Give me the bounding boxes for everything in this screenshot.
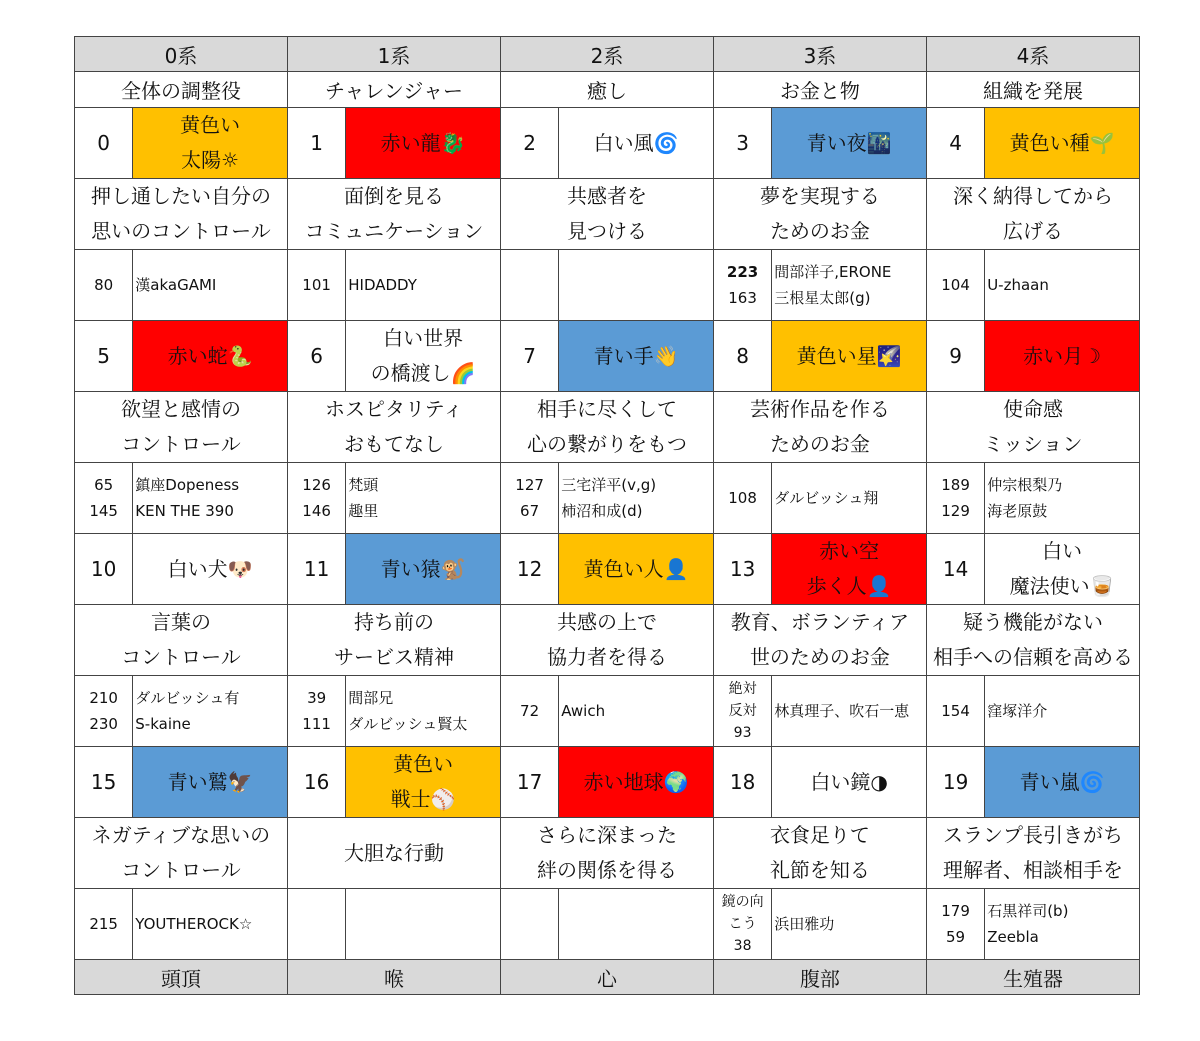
seal-description xyxy=(75,605,288,676)
seal-name xyxy=(133,534,288,605)
seal-name-line: 黄色い種🌱 xyxy=(1009,130,1115,155)
seal-description xyxy=(287,818,500,889)
description-line: さらに深まった xyxy=(536,823,677,847)
seal-description xyxy=(287,179,500,250)
seal-name-line: 太陽☼ xyxy=(181,148,240,172)
description-line: 教育、ボランティア xyxy=(730,610,910,634)
person-name: S-kaine xyxy=(135,715,191,733)
description-line: 相手への信頼を高める xyxy=(932,645,1133,669)
seal-description xyxy=(926,392,1139,463)
person-kin-numbers xyxy=(500,889,558,960)
description-line: ためのお金 xyxy=(769,432,870,456)
person-kin-numbers xyxy=(287,463,345,534)
seal-number: 19 xyxy=(926,747,984,818)
person-name: 浜田雅功 xyxy=(774,915,835,933)
kin-number: 反対 xyxy=(728,703,757,719)
person-names xyxy=(985,463,1140,534)
person-name: U-zhaan xyxy=(987,276,1049,294)
seal-name-line: 青い夜🌃 xyxy=(806,130,892,155)
description-line: 共感者を xyxy=(566,184,647,208)
seal-name xyxy=(985,534,1140,605)
person-kin-numbers xyxy=(287,676,345,747)
seal-number: 17 xyxy=(500,747,558,818)
person-names xyxy=(133,889,288,960)
seal-name xyxy=(133,747,288,818)
seal-name-line: 戦士⚾ xyxy=(390,787,456,811)
group-theme: お金と物 xyxy=(713,72,926,108)
seal-name-line: 青い手👋 xyxy=(593,343,679,368)
seal-description xyxy=(287,392,500,463)
seal-description xyxy=(500,392,713,463)
person-name: 仲宗根梨乃 xyxy=(987,476,1063,494)
person-name: 石黒祥司(b) xyxy=(987,902,1069,920)
description-line: 思いのコントロール xyxy=(91,219,271,243)
seal-number: 9 xyxy=(926,321,984,392)
body-part-footer: 生殖器 xyxy=(926,960,1139,995)
person-names xyxy=(985,676,1140,747)
seal-name xyxy=(559,321,714,392)
kin-number: 80 xyxy=(94,276,114,294)
kin-seal-table xyxy=(74,36,1140,995)
person-name: 間部洋子,ERONE xyxy=(774,263,892,281)
body-part-footer: 腹部 xyxy=(713,960,926,995)
description-line: 衣食足りて xyxy=(769,823,870,847)
group-theme: 全体の調整役 xyxy=(75,72,288,108)
seal-description xyxy=(287,605,500,676)
kin-number: 38 xyxy=(733,938,752,954)
seal-name-line: 白い鏡◑ xyxy=(810,769,888,794)
kin-number: 146 xyxy=(302,502,331,520)
column-header: 2系 xyxy=(500,37,713,72)
seal-name-line: の橋渡し🌈 xyxy=(370,361,476,385)
seal-name xyxy=(346,534,501,605)
kin-number: 93 xyxy=(733,725,752,741)
seal-description xyxy=(926,179,1139,250)
person-names xyxy=(559,676,714,747)
description-line: 心の繋がりをもつ xyxy=(526,432,687,456)
person-kin-numbers xyxy=(926,889,984,960)
seal-name-line: 赤い空 xyxy=(819,539,880,563)
description-line: 見つける xyxy=(566,219,647,243)
seal-number: 12 xyxy=(500,534,558,605)
kin-number: 179 xyxy=(941,902,970,920)
person-names xyxy=(133,250,288,321)
person-names xyxy=(772,676,927,747)
description-line: コントロール xyxy=(121,645,241,669)
seal-name-line: 魔法使い🥃 xyxy=(1009,574,1115,598)
seal-description xyxy=(713,392,926,463)
description-line: 言葉の xyxy=(150,610,211,634)
kin-number: 111 xyxy=(302,715,331,733)
description-line: 理解者、相談相手を xyxy=(942,858,1123,882)
person-name: 鎮座Dopeness xyxy=(135,476,240,494)
person-names xyxy=(133,676,288,747)
seal-name xyxy=(133,321,288,392)
seal-name-line: 黄色い人👤 xyxy=(583,556,689,581)
group-theme: 組織を発展 xyxy=(926,72,1139,108)
seal-description xyxy=(713,818,926,889)
seal-name xyxy=(985,747,1140,818)
person-kin-numbers xyxy=(500,676,558,747)
person-names xyxy=(133,463,288,534)
kin-number: 104 xyxy=(941,276,970,294)
person-name: 間部兄 xyxy=(348,689,394,707)
kin-number: 129 xyxy=(941,502,970,520)
person-kin-numbers xyxy=(500,463,558,534)
person-kin-numbers xyxy=(713,889,771,960)
seal-number: 8 xyxy=(713,321,771,392)
seal-name-line: 黄色い xyxy=(180,113,241,137)
body-part-footer: 心 xyxy=(500,960,713,995)
seal-number: 15 xyxy=(75,747,133,818)
kin-number: 67 xyxy=(520,502,540,520)
person-name: 三根星太郎(g) xyxy=(774,289,871,307)
kin-number: こう xyxy=(728,916,757,932)
person-names xyxy=(985,889,1140,960)
person-name: 梵頭 xyxy=(348,476,379,494)
kin-number: 101 xyxy=(302,276,331,294)
seal-description xyxy=(713,179,926,250)
person-kin-numbers xyxy=(500,250,558,321)
column-header: 3系 xyxy=(713,37,926,72)
seal-number: 1 xyxy=(287,108,345,179)
person-names xyxy=(346,463,501,534)
seal-name xyxy=(559,747,714,818)
person-names xyxy=(772,463,927,534)
seal-name-line: 白い xyxy=(1042,539,1083,563)
description-line: ホスピタリティ xyxy=(324,397,463,421)
description-line: 持ち前の xyxy=(353,610,434,634)
description-line: コントロール xyxy=(121,858,241,882)
description-line: 協力者を得る xyxy=(546,645,667,669)
description-line: 面倒を見る xyxy=(343,184,444,208)
seal-number: 4 xyxy=(926,108,984,179)
description-line: 絆の関係を得る xyxy=(536,858,677,882)
person-kin-numbers xyxy=(713,463,771,534)
seal-number: 0 xyxy=(75,108,133,179)
description-line: 共感の上で xyxy=(556,610,657,634)
seal-name-line: 歩く人👤 xyxy=(806,574,892,598)
seal-description xyxy=(75,818,288,889)
seal-name-line: 白い犬🐶 xyxy=(167,556,253,581)
person-kin-numbers xyxy=(75,889,133,960)
description-line: ためのお金 xyxy=(769,219,870,243)
person-kin-numbers xyxy=(75,676,133,747)
seal-name-line: 白い世界 xyxy=(383,326,464,350)
seal-description xyxy=(500,179,713,250)
seal-number: 2 xyxy=(500,108,558,179)
description-line: 広げる xyxy=(1002,219,1063,243)
seal-name xyxy=(772,534,927,605)
person-name: KEN THE 390 xyxy=(135,502,234,520)
person-name: 三宅洋平(v,g) xyxy=(561,476,657,494)
seal-name-line: 赤い蛇🐍 xyxy=(167,343,253,368)
person-kin-numbers xyxy=(287,889,345,960)
body-part-footer: 頭頂 xyxy=(75,960,288,995)
seal-number: 7 xyxy=(500,321,558,392)
column-header: 4系 xyxy=(926,37,1139,72)
seal-number: 6 xyxy=(287,321,345,392)
person-name: 趣里 xyxy=(348,502,379,520)
kin-number: 絶対 xyxy=(728,681,757,697)
seal-name xyxy=(772,747,927,818)
person-name: Awich xyxy=(561,702,606,720)
person-name: YOUTHEROCK☆ xyxy=(135,915,253,933)
kin-number: 215 xyxy=(89,915,118,933)
description-line: 深く納得してから xyxy=(952,184,1113,208)
person-kin-numbers xyxy=(926,463,984,534)
seal-name xyxy=(559,108,714,179)
person-name: HIDADDY xyxy=(348,276,417,294)
seal-name-line: 赤い龍🐉 xyxy=(380,130,466,155)
kin-number: 145 xyxy=(89,502,118,520)
description-line: 欲望と感情の xyxy=(120,397,241,421)
person-names xyxy=(346,250,501,321)
description-line: コミュニケーション xyxy=(304,219,484,243)
seal-name xyxy=(346,108,501,179)
description-line: コントロール xyxy=(121,432,241,456)
person-name: 窪塚洋介 xyxy=(987,702,1048,720)
description-line: 使命感 xyxy=(1002,397,1063,421)
seal-description xyxy=(500,605,713,676)
description-line: 押し通したい自分の xyxy=(90,184,271,208)
description-line: サービス精神 xyxy=(333,645,454,669)
seal-number: 18 xyxy=(713,747,771,818)
seal-description xyxy=(75,179,288,250)
kin-number: 59 xyxy=(946,928,966,946)
seal-name-line: 黄色い星🌠 xyxy=(796,343,902,368)
person-names xyxy=(985,250,1140,321)
description-line: ネガティブな思いの xyxy=(91,823,271,847)
description-line: ミッション xyxy=(983,432,1083,456)
seal-name xyxy=(772,108,927,179)
person-kin-numbers xyxy=(75,463,133,534)
seal-description xyxy=(926,605,1139,676)
person-name: ダルビッシュ翔 xyxy=(774,489,879,507)
seal-number: 5 xyxy=(75,321,133,392)
seal-name-line: 青い猿🐒 xyxy=(380,556,466,581)
person-kin-numbers xyxy=(926,250,984,321)
description-line: 礼節を知る xyxy=(769,858,870,882)
seal-description xyxy=(713,605,926,676)
person-names xyxy=(559,250,714,321)
seal-description xyxy=(926,818,1139,889)
seal-name xyxy=(346,321,501,392)
person-name: 柿沼和成(d) xyxy=(561,502,643,520)
person-names xyxy=(772,889,927,960)
kin-number: 210 xyxy=(89,689,118,707)
kin-number: 65 xyxy=(94,476,114,494)
person-kin-numbers xyxy=(713,250,771,321)
description-line: 大胆な行動 xyxy=(343,840,444,865)
person-kin-numbers xyxy=(713,676,771,747)
person-name: 林真理子、吹石一恵 xyxy=(774,702,910,720)
kin-number: 163 xyxy=(728,289,757,307)
seal-description xyxy=(500,818,713,889)
kin-number: 154 xyxy=(941,702,970,720)
group-theme: 癒し xyxy=(500,72,713,108)
description-line: おもてなし xyxy=(343,432,444,456)
seal-name-line: 青い嵐🌀 xyxy=(1019,769,1105,794)
seal-number: 16 xyxy=(287,747,345,818)
person-name: ダルビッシュ賢太 xyxy=(348,715,468,733)
person-name: ダルビッシュ有 xyxy=(135,689,240,707)
seal-name xyxy=(985,108,1140,179)
column-header: 0系 xyxy=(75,37,288,72)
body-part-footer: 喉 xyxy=(287,960,500,995)
kin-number: 72 xyxy=(520,702,540,720)
kin-number: 230 xyxy=(89,715,118,733)
person-name: 漢akaGAMI xyxy=(135,276,217,294)
seal-name-line: 白い風🌀 xyxy=(593,130,679,155)
person-kin-numbers xyxy=(75,250,133,321)
description-line: 疑う機能がない xyxy=(962,610,1103,634)
person-name: Zeebla xyxy=(987,928,1039,946)
person-names xyxy=(559,889,714,960)
group-theme: チャレンジャー xyxy=(287,72,500,108)
kin-number: 鏡の向 xyxy=(721,894,764,910)
seal-name xyxy=(985,321,1140,392)
kin-number: 108 xyxy=(728,489,757,507)
kin-number: 126 xyxy=(302,476,331,494)
person-names xyxy=(559,463,714,534)
seal-name-line: 青い鷲🦅 xyxy=(167,769,253,794)
kin-number: 39 xyxy=(307,689,327,707)
description-line: スランプ長引きがち xyxy=(942,823,1123,847)
person-name: 海老原鼓 xyxy=(987,502,1048,520)
description-line: 世のためのお金 xyxy=(749,645,890,669)
description-line: 相手に尽くして xyxy=(536,397,677,421)
column-header: 1系 xyxy=(287,37,500,72)
seal-name-line: 赤い月☽ xyxy=(1023,343,1102,368)
seal-number: 3 xyxy=(713,108,771,179)
seal-name xyxy=(346,747,501,818)
seal-name xyxy=(772,321,927,392)
seal-name xyxy=(559,534,714,605)
seal-number: 14 xyxy=(926,534,984,605)
kin-number: 127 xyxy=(515,476,544,494)
description-line: 芸術作品を作る xyxy=(749,397,890,421)
seal-number: 13 xyxy=(713,534,771,605)
person-kin-numbers xyxy=(926,676,984,747)
seal-name-line: 赤い地球🌍 xyxy=(583,769,689,794)
kin-number: 223 xyxy=(726,263,759,281)
kin-number: 189 xyxy=(941,476,970,494)
person-names xyxy=(346,676,501,747)
seal-number: 10 xyxy=(75,534,133,605)
seal-name-line: 黄色い xyxy=(393,752,454,776)
person-names xyxy=(772,250,927,321)
description-line: 夢を実現する xyxy=(759,184,880,208)
seal-description xyxy=(75,392,288,463)
person-kin-numbers xyxy=(287,250,345,321)
seal-number: 11 xyxy=(287,534,345,605)
person-names xyxy=(346,889,501,960)
seal-name xyxy=(133,108,288,179)
